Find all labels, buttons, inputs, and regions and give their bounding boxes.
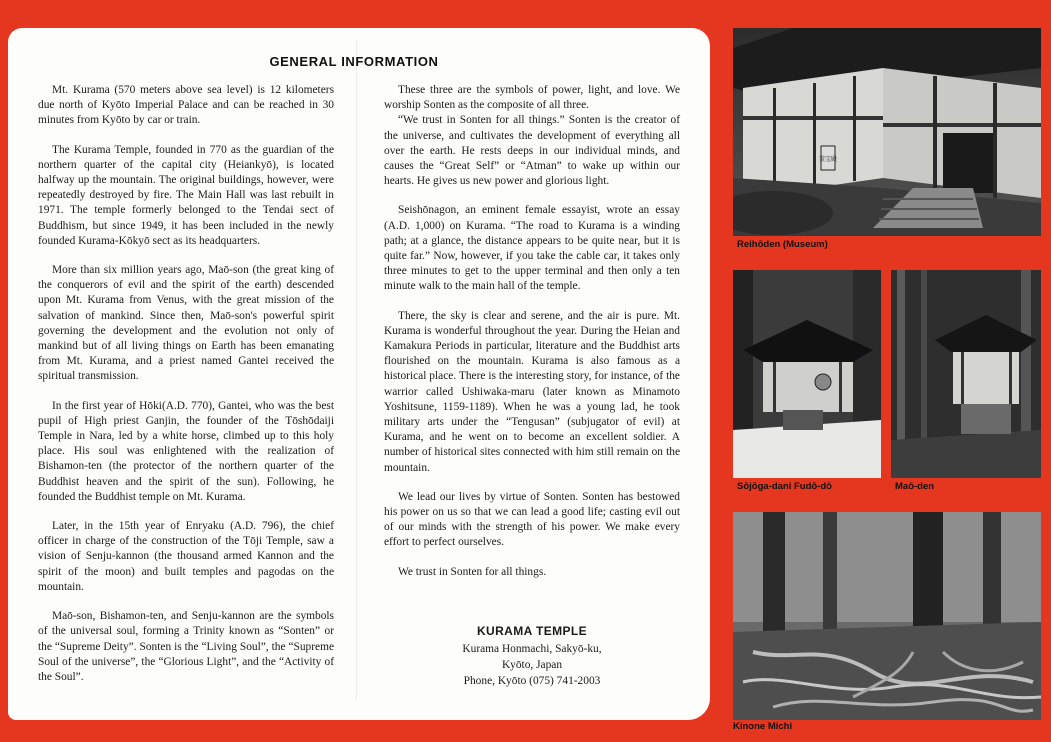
paragraph: These three are the symbols of power, light, and love. We worship Sonten as the composite of all three. [384,84,680,112]
kinone-caption: Kinone Michi [733,721,793,732]
phone-number: Phone, Kyōto (075) 741-2003 [463,675,601,687]
address-line: Kyōto, Japan [501,659,563,671]
kinone-photo [733,512,1041,720]
right-column [384,83,680,594]
reihoden-sign: 霊宝殿 [818,157,838,163]
paragraph: “We trust in Sonten for all things.” Sonten is the creator of the universe, and cultivates the development of everything all over the earth. He rests deeps in our individual minds, and causes the “Great Self” or “Atman” to wake up within our hearts. He gives us new power and glorious light. [384,114,680,188]
address-line: Kurama Honmachi, Sakyō-ku, [462,643,602,655]
sojoga-caption: Sōjōga-dani Fudō-dō [737,481,832,492]
maoden-caption: Maō-den [895,481,935,492]
paragraph: The Kurama Temple, founded in 770 as the guardian of the northern quarter of the capital city (Heiankyō), is located halfway up the mountain. The original buildings, however, were repeatedly destroyed by fire. The Main Hall was last rebuilt in 1971. The temple formerly belonged to the Tendai sect of Buddhism, but since 1949, it has been included in the newly founded Kurama-Kōkyō sect as its headquarters. [38,143,334,247]
paragraph: More than six million years ago, Maō-son (the great king of the conquerors of evil and the spirit of the earth) descended upon Mt. Kurama from Venus, with the great mission of the salvation of mankind. Since then, Maō-son's powerful spirit governing the development and the evolution not only of mankind but of all living things on Earth has been emanating from Mt. Kurama, and a priest named Gantei received the spiritual transmission. [38,264,334,383]
reihoden-caption: Reihōden (Museum) [737,239,828,250]
page-title: GENERAL INFORMATION [269,54,439,69]
paragraph: We lead our lives by virtue of Sonten. Sonten has bestowed his power on us so that we can lead a good life; casting evil out of our minds with the strength of his power. We make every effort to perfect ourselves. [384,490,680,549]
paragraph: Maō-son, Bishamon-ten, and Senju-kannon are the symbols of the universal soul, forming a Trinity known as “Sonten” or the “Supreme Deity”. Sonten is the “Living Soul”, the “Supreme Soul of the universe”, the “Glorious Light”, and the “Activity of the Soul”. [38,610,334,683]
paragraph: Later, in the 15th year of Enryaku (A.D. 796), the chief officer in charge of the construction of the Tōji Temple, saw a vision of Senju-kannon (the thousand armed Kannon and the spirit of the moon) and built temples and pagodas on the mountain. [38,520,334,593]
reihoden-photo [733,28,1041,236]
paragraph: In the first year of Hōki(A.D. 770), Gantei, who was the best pupil of High priest Ganjin, the founder of the Tōshōdaiji Temple in Nara, led by a white horse, climbed up to this holy place. His soul was enlightened with the realization of Bishamon-ten (the protector of the northern quarter of the Buddhist heaven and the spirit of the sun). Following, he founded the Buddhist temple on Mt. Kurama. [38,399,334,503]
paragraph: Mt. Kurama (570 meters above sea level) is 12 kilometers due north of Kyōto Imperial Palace and can be reached in 30 minutes from Kyōto by car or train. [38,84,334,127]
fold-line [356,40,357,700]
left-column [38,83,334,685]
temple-name: KURAMA TEMPLE [476,624,588,638]
sojoga-photo [733,270,881,478]
paragraph: We trust in Sonten for all things. [398,565,547,578]
paragraph: There, the sky is clear and serene, and the air is pure. Mt. Kurama is wonderful throughout the year. During the Heian and Kamakura Periods in particular, literature and the Buddhist arts flourished on the mountain. Kurama is also famous as a historical place. There is the interesting story, for instance, of the warrior called Ushiwaka-maru (later known as Minamoto Yoshitsune, 1159-1189). When he was a young lad, he took military arts under the “Tengusan” (subjugator of evil) at Kurama, and he went on to become an excellent soldier. A number of historical sites connected with him still remain on the mountain. [384,309,680,474]
contact-block [384,623,680,689]
paragraph: Seishōnagon, an eminent female essayist, wrote an essay (A.D. 1,000) on Kurama. “The road to Kurama is a winding path; at a glance, the distance appears to be quite near, but it is quite far.” Now, however, if you take the cable car, it takes only three minutes to get to the upper terminal and then only a ten minute walk to the main hall of the temple. [384,204,680,293]
maoden-photo [891,270,1041,478]
